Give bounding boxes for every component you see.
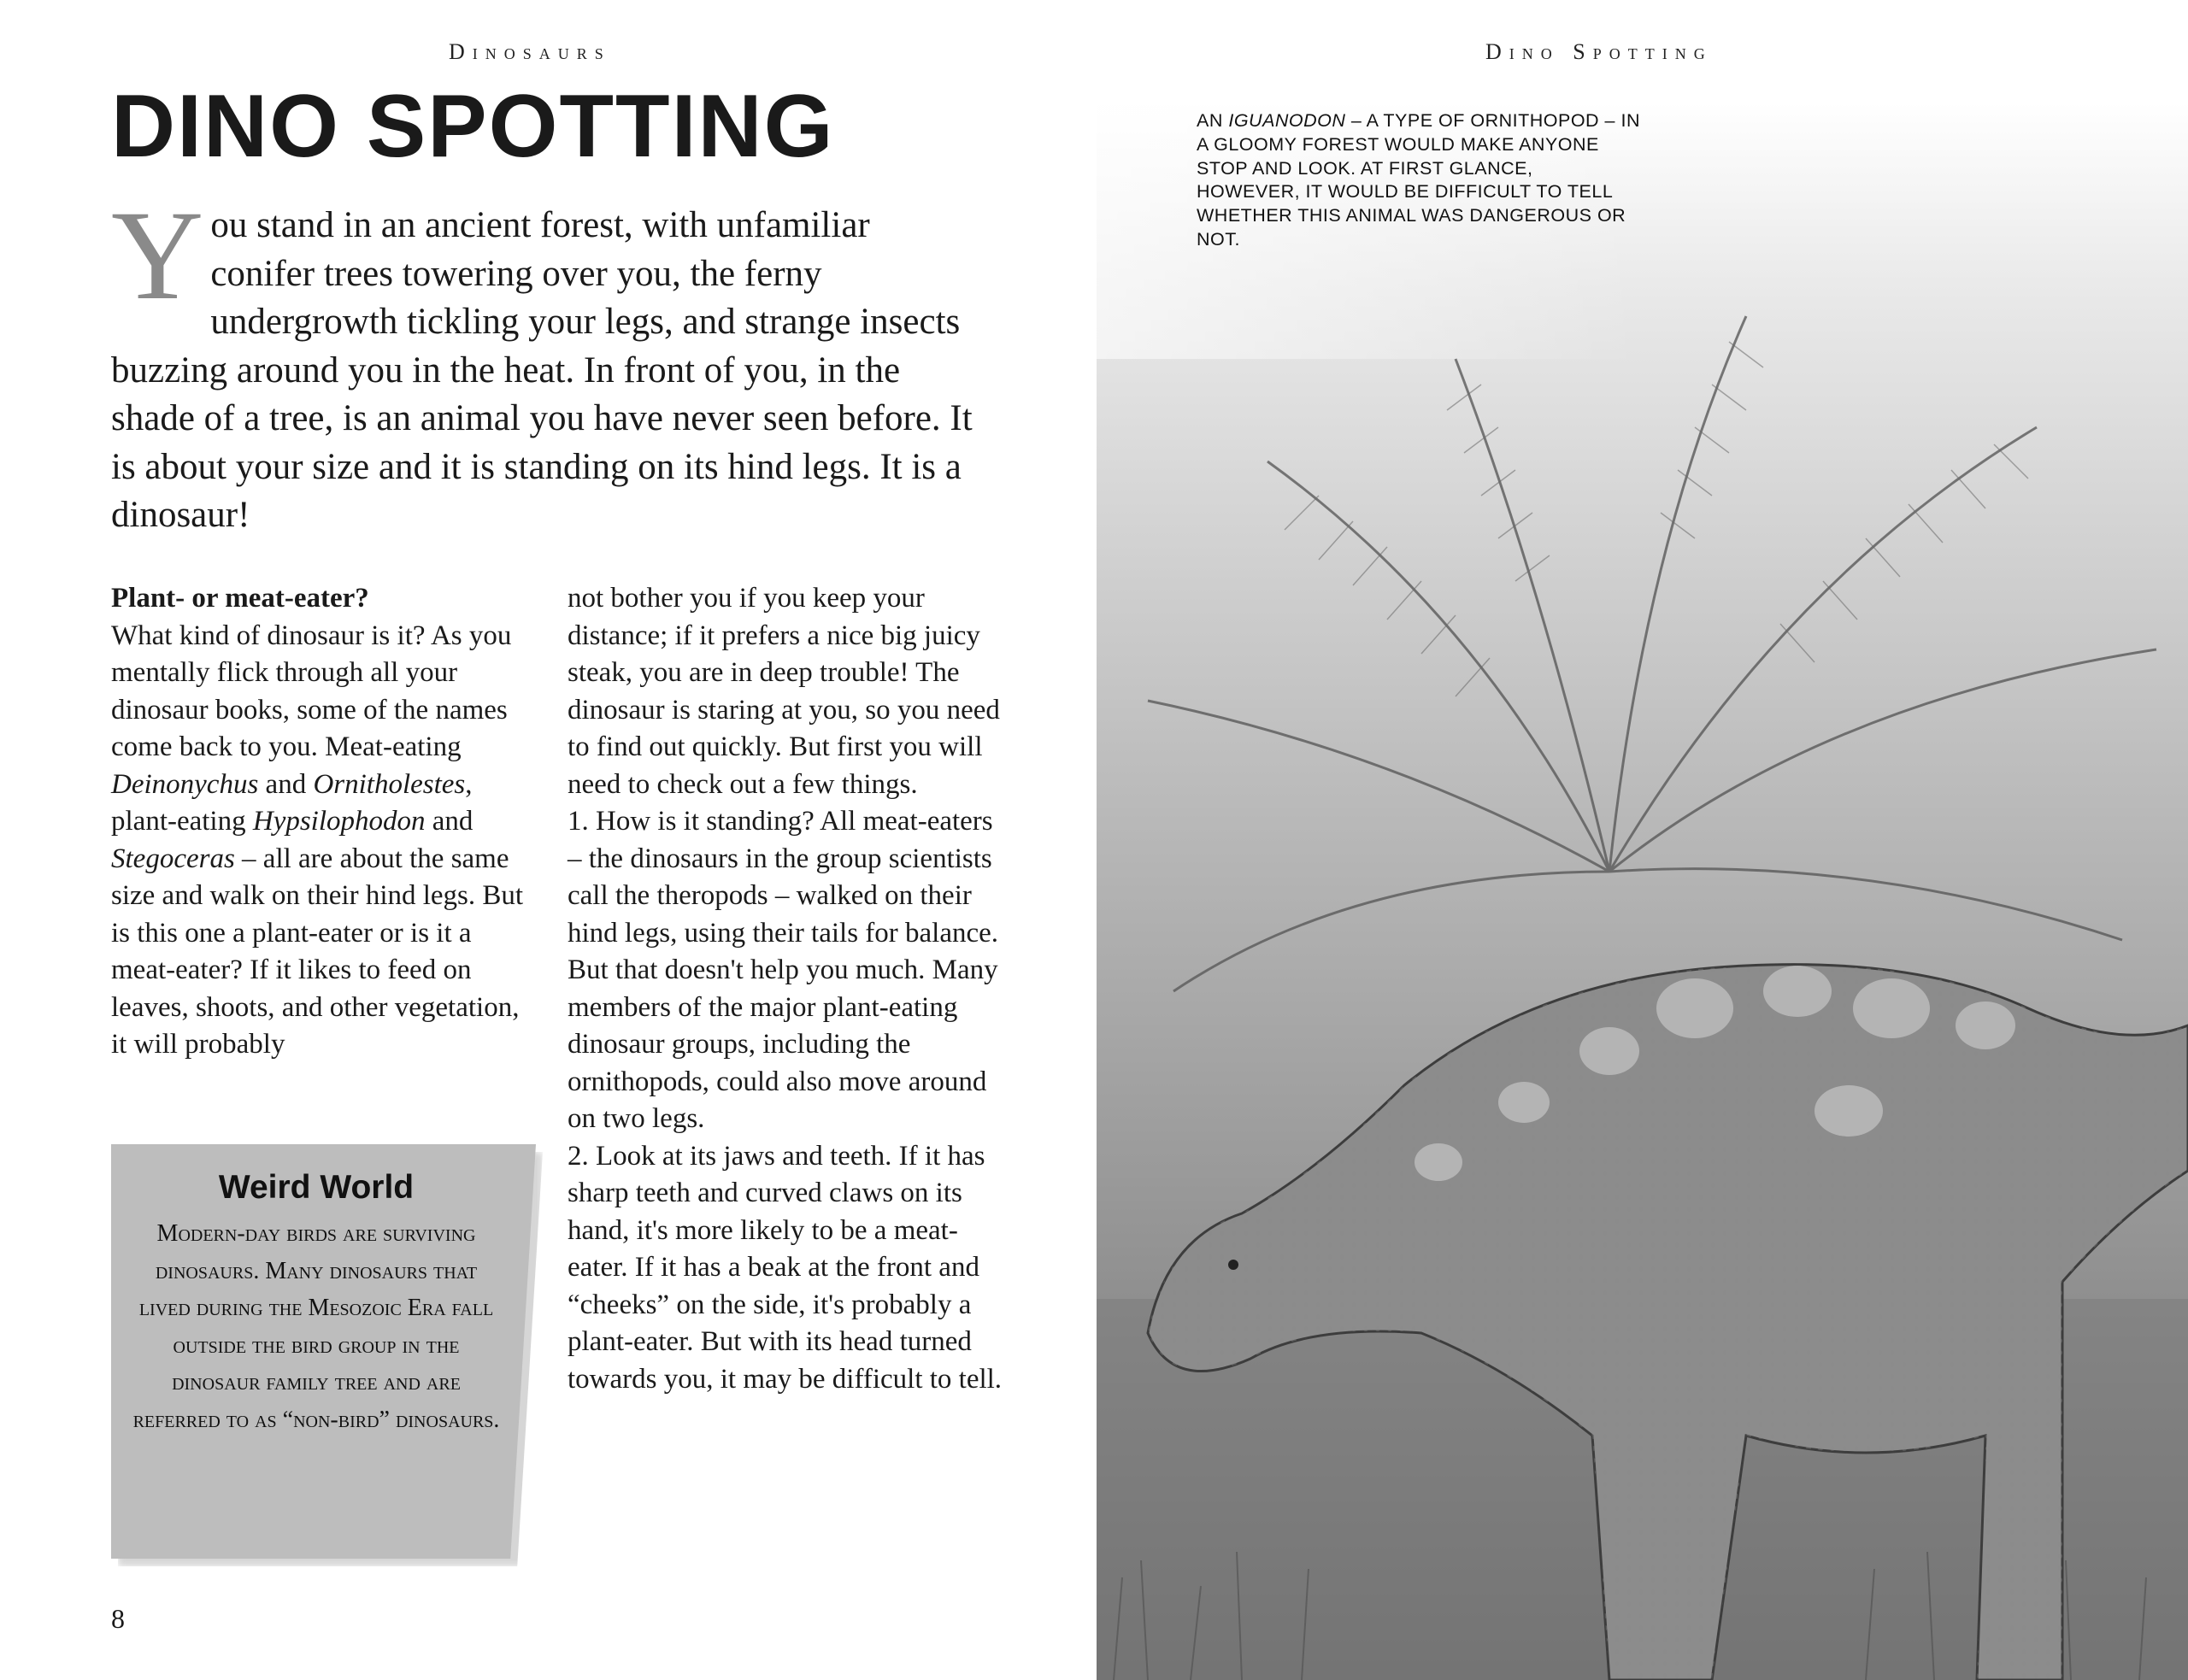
intro-paragraph <box>111 185 974 540</box>
species-name: Deinonychus <box>111 768 259 800</box>
body-text: What kind of dinosaur is it? As you mentally flick through all your dinosaur books, some of the names come back to you. Meat-eating <box>111 620 512 762</box>
caption-text: – A TYPE OF ORNITHOPOD – IN A GLOOMY FOREST WOULD MAKE ANYONE STOP AND LOOK. AT FIRST GLANCE, HOWEVER, IT WOULD BE DIFFICULT TO TELL WHETHER THIS ANIMAL WAS DANGEROUS OR NOT. <box>1197 110 1640 250</box>
right-page <box>1094 0 2188 1680</box>
column-two-para-1: not bother you if you keep your distance; if it prefers a nice big juicy steak, you are in deep trouble! The dinosaur is staring at you, so you need to find out quickly. But first you will need to check out a few things. <box>568 583 1000 800</box>
species-name: Ornitholestes <box>313 768 466 800</box>
species-name: Stegoceras <box>111 843 235 874</box>
intro-text: ou stand in an ancient forest, with unfamiliar conifer trees towering over you, the ferny undergrowth tickling your legs, and strange insects buzzing around you in the heat. In front of you, in the shade of a tree, is an animal you have never seen before. It is about your size and it is standing on its hind legs. It is a dinosaur! <box>111 205 973 535</box>
body-text: and <box>258 768 314 800</box>
column-one-text <box>111 618 538 1064</box>
page-title: DINO SPOTTING <box>111 77 835 176</box>
sidebar-text: Modern-day birds are surviving dinosaurs. Many dinosaurs that lived during the Mesozoic Era fall outside the bird group in the dinosaur family tree and are referred to as “non-bird” dinosaurs. <box>132 1220 500 1433</box>
species-name: Hypsilophodon <box>252 806 426 837</box>
sidebar-title: Weird World <box>218 1169 415 1206</box>
column-one <box>111 580 538 1064</box>
page-number: 8 <box>111 1603 125 1634</box>
drop-cap: Y <box>111 185 204 326</box>
subhead: Plant- or meat-eater? <box>111 583 369 614</box>
caption-text: AN <box>1197 110 1229 131</box>
running-head-left: Dinosaurs <box>449 39 611 64</box>
body-text: , plant-eating <box>111 768 473 837</box>
column-two-para-3: 2. Look at its jaws and teeth. If it has sharp teeth and curved claws on its hand, it's more likely to be a meat-eater. If it has a beak at the front and “cheeks” on the side, it's probably a plant-eater. But with its head turned towards you, it may be difficult to tell. <box>568 1140 1003 1395</box>
iguanodon-forest-illustration <box>1097 103 2188 1680</box>
caption-species: IGUANODON <box>1228 110 1346 131</box>
column-two <box>568 580 1003 1398</box>
column-two-para-2: 1. How is it standing? All meat-eaters – the dinosaurs in the group scientists call the theropods – walked on their hind legs, using their tails for balance. But that doesn't help you much. Many members of the major plant-eating dinosaur groups, including the ornithopods, could also move around on two legs. <box>568 806 999 1134</box>
body-text: – all are about the same size and walk on their hind legs. But is this one a plant-eater or is it a meat-eater? If it likes to feed on leaves, shoots, and other vegetation, it will probably <box>111 843 524 1060</box>
photo-caption <box>1197 109 1641 252</box>
body-text: and <box>425 806 473 837</box>
running-head-right: Dino Spotting <box>1485 39 1713 64</box>
